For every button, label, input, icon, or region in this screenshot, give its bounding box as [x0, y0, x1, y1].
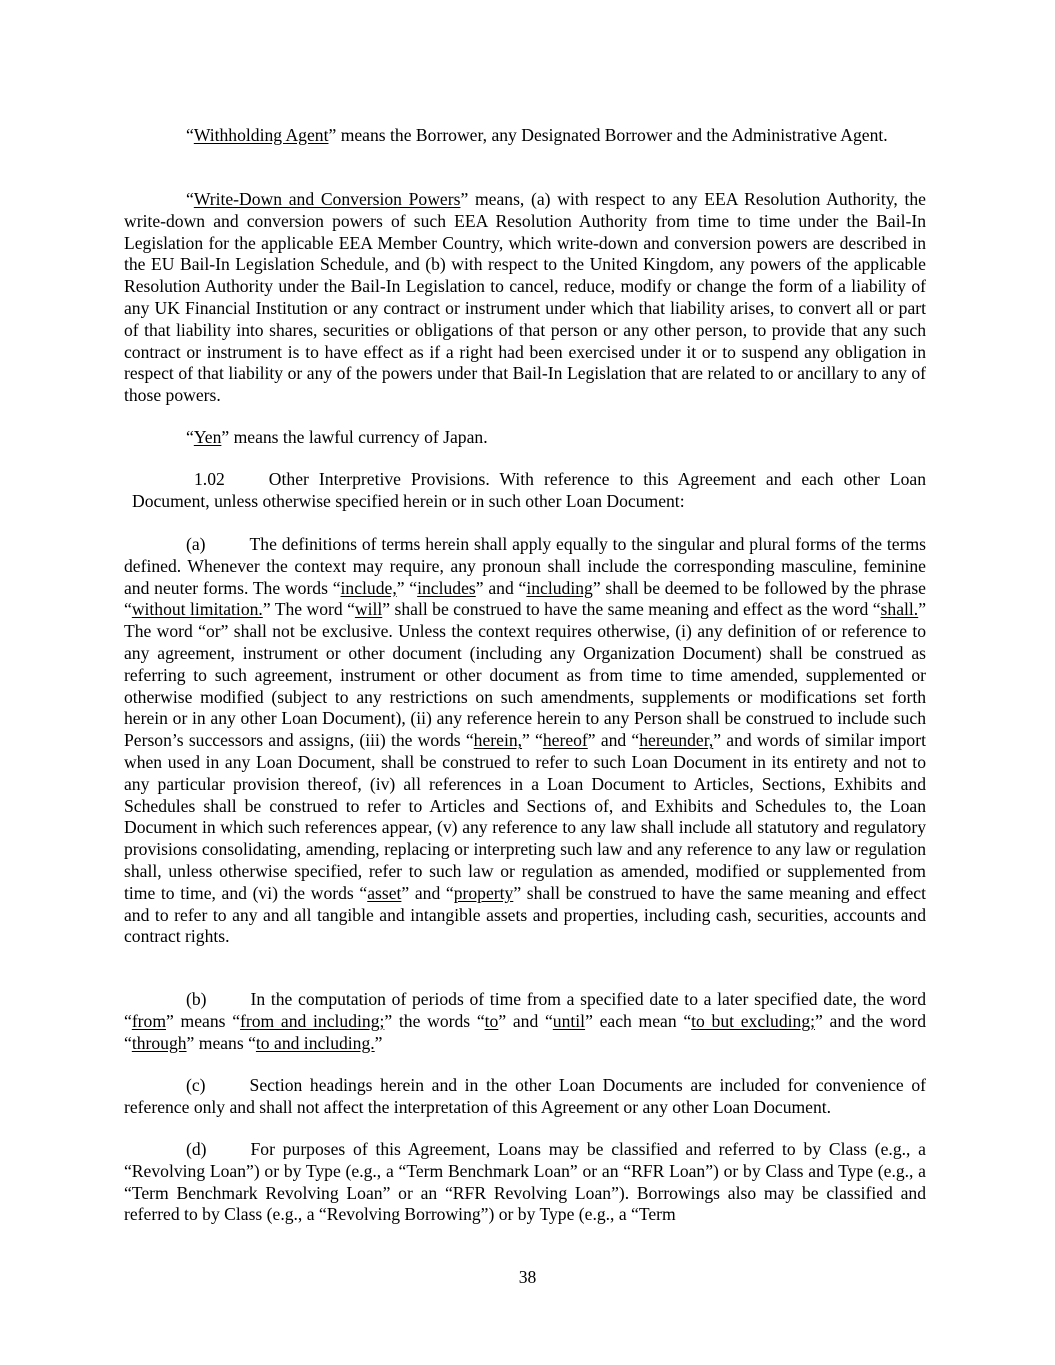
defined-term: through: [131, 1032, 187, 1053]
text-segment: The definitions of terms herein shall apply equally to the singular and plural forms of the terms defined. Whenever the context may require, any pronoun shall include the corresponding masculine, feminine and neuter forms. The words “: [124, 534, 926, 598]
text-segment: ” means the lawful currency of Japan.: [221, 427, 488, 447]
text-segment: ” means, (a) with respect to any EEA Resolution Authority, the write-down and conversion powers of such EEA Resolution Authority from time to time under the Bail-In Legislation for the applicable EEA Member Country, which write-down and conversion powers are described in the EU Bail-In Legislation Schedule, and (b) with respect to the United Kingdom, any powers of the applicable Resolution Authority under the Bail-In Legislation to cancel, reduce, modify or change the form of a liability of any UK Financial Institution or any contract or instrument under which that liability arises, to convert all or part of that liability into shares, securities or obligations of that person or any other person, to provide that any such contract or instrument is to have effect as if a right had been exercised under it or to suspend any obligation in respect of that liability or any of the powers under that Bail-In Legislation that are related to or ancillary to any of those powers.: [124, 189, 926, 406]
clause-label: (b): [186, 989, 207, 1009]
defined-term: herein,: [473, 730, 523, 751]
defined-term: without limitation.: [131, 599, 263, 620]
text-segment: ” and “: [587, 730, 640, 751]
text-segment: ” means “: [166, 1010, 241, 1031]
defined-term: hereof: [542, 730, 588, 751]
defined-term: Write-Down and Conversion Powers: [193, 189, 461, 209]
clause-label: (c): [186, 1075, 206, 1095]
definition-write-down-and-conversion-powers: [124, 189, 926, 407]
text-segment: ” and “: [401, 882, 454, 903]
text-segment: ” and words of similar import when used in any Loan Document, shall be construed to refer to such Loan Document in its entirety and not to any particular provision thereof, (iv) all references in a Loan Document to Articles, Sections, Exhibits and Schedules shall be construed to refer to Articles and Sections of, and Exhibits and Schedules to, the Loan Document in which such references appear, (v) any reference to any law shall include all statutory and regulatory provisions consolidating, amending, replacing or interpreting such law and any reference to any law or regulation shall, unless otherwise specified, refer to such law or regulation as amended, modified or supplemented from time to time, and (vi) the words “: [124, 730, 926, 903]
text-segment: ” The word “: [262, 599, 355, 620]
section-1-02-other-interpretive-provisions: [132, 469, 926, 513]
text-segment: ” “: [522, 730, 543, 751]
defined-term: Yen: [193, 427, 222, 447]
clause-b-computation-of-time: [124, 989, 926, 1054]
clause-a-definitions: [124, 534, 926, 948]
page-number: 38: [518, 1267, 537, 1287]
text-segment: “: [186, 125, 194, 145]
clause-label: (d): [186, 1139, 207, 1159]
defined-term: includes: [417, 577, 476, 598]
text-segment: For purposes of this Agreement, Loans may be classified and referred to by Class (e.g., a “Revolving Loan”) or by Type (e.g., a “Term Benchmark Loan” or an “RFR Loan”) or by Class and Type (e.g., a “Term Benchmark Revolving Loan” or an “RFR Revolving Loan”). Borrowings also may be classified and referred to by Class (e.g., a “Revolving Borrowing”) or by Type (e.g., a “Term: [124, 1139, 926, 1225]
defined-term: hereunder,: [639, 730, 714, 751]
clause-c-section-headings: [124, 1075, 926, 1119]
defined-term: including: [526, 577, 593, 598]
defined-term: from and including;: [240, 1010, 385, 1031]
defined-term: from: [131, 1010, 167, 1031]
text-segment: Section headings herein and in the other Loan Documents are included for convenience of reference only and shall not affect the interpretation of this Agreement or any other Loan Document.: [124, 1075, 926, 1117]
defined-term: to and including.: [255, 1032, 375, 1053]
clause-label: (a): [186, 534, 206, 554]
text-segment: ” means the Borrower, any Designated Borrower and the Administrative Agent.: [328, 125, 888, 145]
text-segment: In the computation of periods of time from a specified date to a later specified date, the word “: [124, 989, 926, 1031]
clause-d-classification-of-loans: [124, 1139, 926, 1226]
text-segment: ” “: [396, 577, 418, 598]
text-segment: ” means “: [186, 1032, 256, 1053]
definition-yen: [124, 427, 926, 449]
text-segment: ” shall be construed to have the same meaning and effect and to refer to any and all tangible and intangible assets and properties, including cash, securities, accounts and contract rights.: [124, 882, 926, 947]
text-segment: ” each mean “: [585, 1010, 692, 1031]
defined-term: to: [484, 1010, 499, 1031]
defined-term: shall.: [880, 599, 919, 620]
text-segment: “: [186, 189, 194, 209]
text-segment: ” the words “: [384, 1010, 485, 1031]
defined-term: include,: [340, 577, 397, 598]
text-segment: “: [186, 427, 194, 447]
defined-term: Withholding Agent: [193, 125, 329, 145]
defined-term: asset: [367, 882, 402, 903]
defined-term: until: [552, 1010, 586, 1031]
defined-term: to but excluding;: [691, 1010, 815, 1031]
text-segment: ” and “: [475, 577, 527, 598]
defined-term: will: [354, 599, 383, 620]
text-segment: ” and “: [498, 1010, 553, 1031]
text-segment: ”: [374, 1032, 383, 1053]
definition-withholding-agent: [124, 125, 926, 147]
text-segment: ” shall be construed to have the same meaning and effect as the word “: [382, 599, 881, 620]
text-segment: Other Interpretive Provisions. With reference to this Agreement and each other Loan Document, unless otherwise specified herein or in such other Loan Document:: [132, 469, 926, 511]
defined-term: property: [453, 882, 514, 903]
text-segment: ” shall be deemed to be followed by the phrase “: [124, 577, 926, 620]
text-segment: ” The word “or” shall not be exclusive. Unless the context requires otherwise, (i) any definition of or reference to any agreement, instrument or other document (including any Organization Document) shall be construed as referring to such agreement, instrument or other document as from time to time amended, supplemented or otherwise modified (subject to any restrictions on such amendments, supplements or modifications set forth herein or in any other Loan Document), (ii) any reference herein to any Person shall be construed to include such Person’s successors and assigns, (iii) the words “: [124, 599, 926, 751]
text-segment: ” and the word “: [124, 1010, 926, 1053]
clause-label: 1.02: [194, 469, 225, 489]
